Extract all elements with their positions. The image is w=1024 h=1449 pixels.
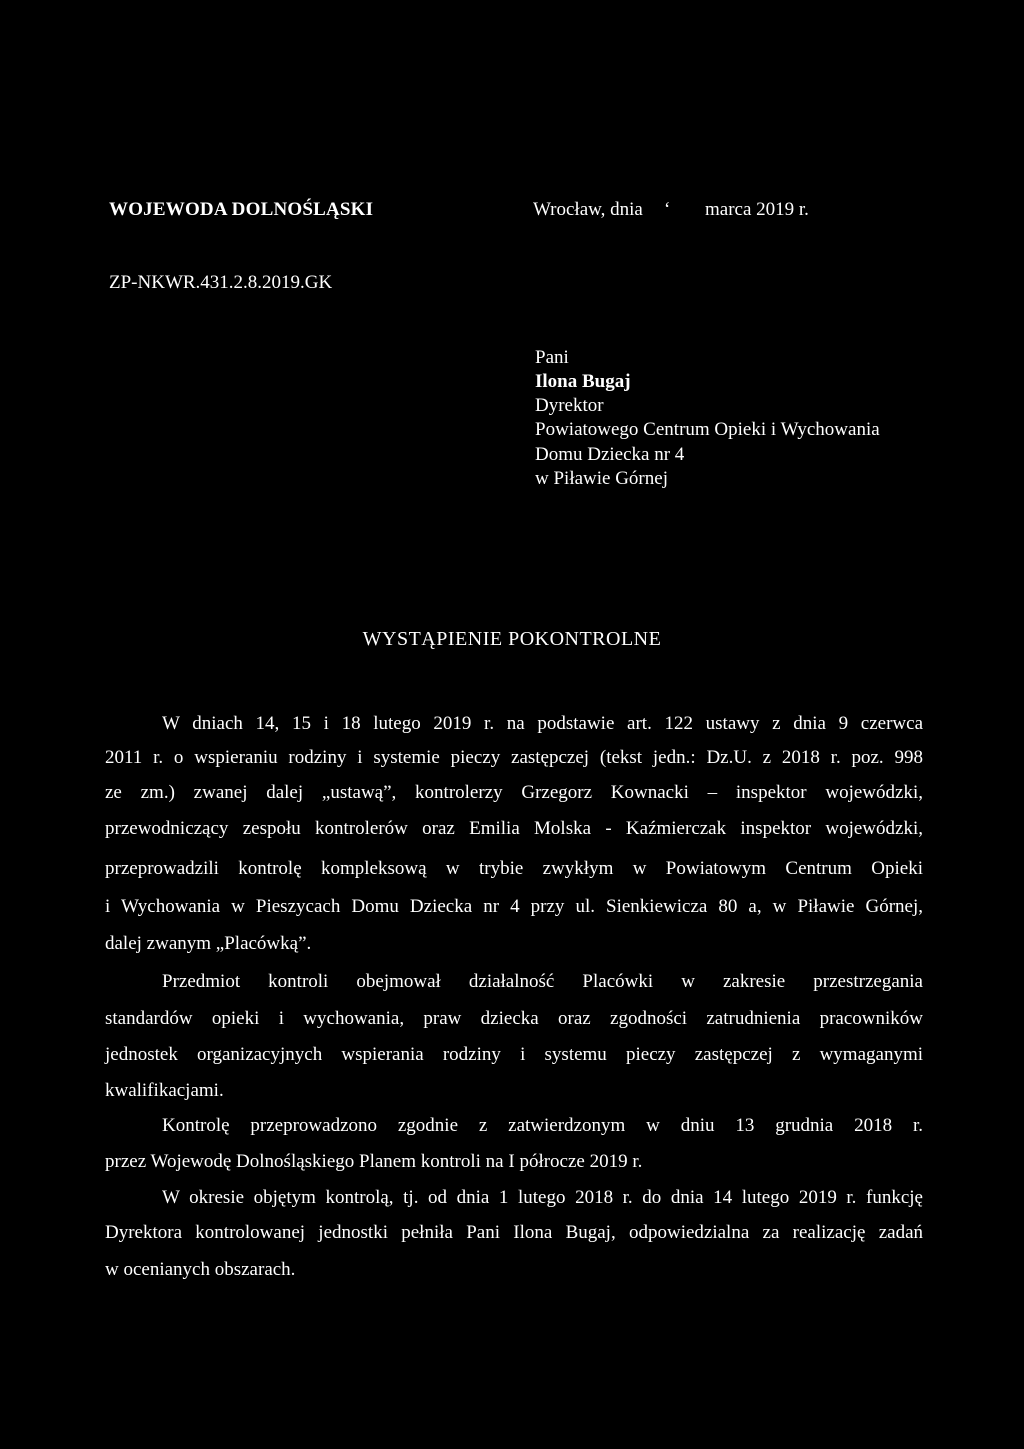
body-line: w ocenianych obszarach. xyxy=(105,1259,296,1280)
addressee-org-line: Domu Dziecka nr 4 xyxy=(535,444,685,465)
place-and-date-label: Wrocław, dnia xyxy=(533,199,643,220)
body-line: i Wychowania w Pieszycach Domu Dziecka nr 4 przy ul. Sienkiewicza 80 a, w Piławie Górnej, xyxy=(105,896,923,917)
addressee-position: Dyrektor xyxy=(535,395,604,416)
body-line: 2011 r. o wspieraniu rodziny i systemie pieczy zastępczej (tekst jedn.: Dz.U. z 2018 r. poz. 998 xyxy=(105,747,923,768)
body-line: przewodniczący zespołu kontrolerów oraz Emilia Molska - Kaźmierczak inspektor wojewódzki, xyxy=(105,818,923,839)
body-line: standardów opieki i wychowania, praw dziecka oraz zgodności zatrudnienia pracowników xyxy=(105,1008,923,1029)
body-line: przeprowadzili kontrolę kompleksową w trybie zwykłym w Powiatowym Centrum Opieki xyxy=(105,858,923,879)
handwritten-day-mark: ‘ xyxy=(664,199,671,220)
date-month-year: marca 2019 r. xyxy=(705,199,809,220)
document-title: WYSTĄPIENIE POKONTROLNE xyxy=(362,628,662,650)
body-line: Kontrolę przeprowadzono zgodnie z zatwierdzonym w dniu 13 grudnia 2018 r. xyxy=(162,1115,923,1136)
body-line: przez Wojewodę Dolnośląskiego Planem kontroli na I półrocze 2019 r. xyxy=(105,1151,643,1172)
body-line: W okresie objętym kontrolą, tj. od dnia 1 lutego 2018 r. do dnia 14 lutego 2019 r. funkcję xyxy=(162,1187,923,1208)
body-line: jednostek organizacyjnych wspierania rodziny i systemu pieczy zastępczej z wymaganymi xyxy=(105,1044,923,1065)
body-line: dalej zwanym „Placówką”. xyxy=(105,933,312,954)
addressee-salutation: Pani xyxy=(535,347,569,368)
reference-number: ZP-NKWR.431.2.8.2019.GK xyxy=(109,272,333,293)
body-line: Przedmiot kontroli obejmował działalność Placówki w zakresie przestrzegania xyxy=(162,971,923,992)
body-line: ze zm.) zwanej dalej „ustawą”, kontrolerzy Grzegorz Kownacki – inspektor wojewódzki, xyxy=(105,782,923,803)
body-line: Dyrektora kontrolowanej jednostki pełniła Pani Ilona Bugaj, odpowiedzialna za realizację zadań xyxy=(105,1222,923,1243)
addressee-name: Ilona Bugaj xyxy=(535,371,631,392)
issuing-authority: WOJEWODA DOLNOŚLĄSKI xyxy=(109,199,374,220)
body-line: kwalifikacjami. xyxy=(105,1080,224,1101)
addressee-org-line: Powiatowego Centrum Opieki i Wychowania xyxy=(535,419,880,440)
body-line: W dniach 14, 15 i 18 lutego 2019 r. na podstawie art. 122 ustawy z dnia 9 czerwca xyxy=(162,713,923,734)
addressee-org-line: w Piławie Górnej xyxy=(535,468,668,489)
